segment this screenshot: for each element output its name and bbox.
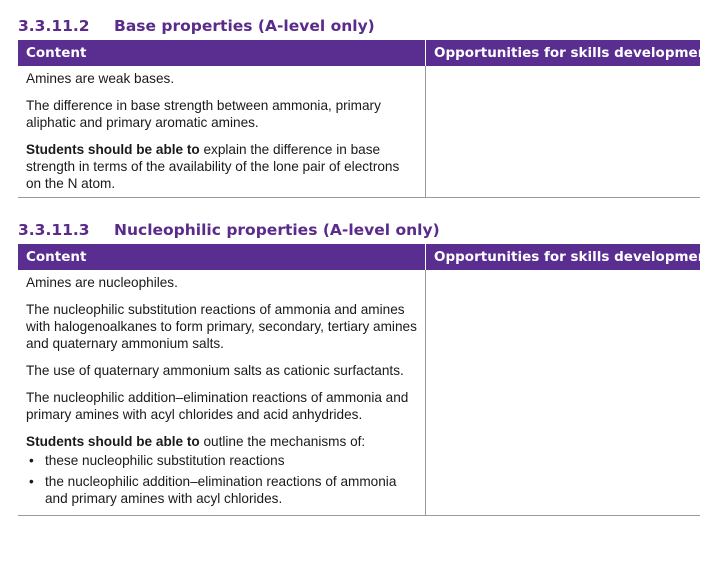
section-number: 3.3.11.2 [18, 17, 90, 35]
section-title: Nucleophilic properties (A-level only) [114, 221, 440, 239]
section-base-properties [18, 12, 714, 198]
list-item [26, 452, 417, 469]
content-column-header: Content [18, 244, 426, 270]
content-column-header: Content [18, 40, 426, 66]
content-cell [18, 66, 426, 198]
list-item-text: these nucleophilic substitution reactions [45, 453, 285, 468]
spec-table [18, 244, 714, 516]
section-title: Base properties (A-level only) [114, 17, 375, 35]
table-header-row [18, 40, 700, 66]
content-paragraph: The nucleophilic addition–elimination reactions of ammonia and primary amines with acyl chlorides and acid anhydrides. [26, 390, 409, 422]
section-nucleophilic-properties [18, 216, 714, 516]
able-to-paragraph [26, 141, 417, 192]
content-paragraph: The use of quaternary ammonium salts as cationic surfactants. [26, 363, 404, 378]
section-heading [18, 216, 699, 244]
content-paragraph: Amines are nucleophiles. [26, 275, 178, 290]
bullet-icon: • [29, 453, 34, 468]
content-paragraph: The nucleophilic substitution reactions of ammonia and amines with halogenoalkanes to form primary, secondary, tertiary amines and quaternary ammonium salts. [26, 302, 417, 351]
table-header-row [18, 244, 700, 270]
list-item-text: the nucleophilic addition–elimination reactions of ammonia and primary amines with acyl chlorides. [45, 474, 397, 506]
able-to-text: outline the mechanisms of: [199, 434, 366, 449]
content-paragraph: Amines are weak bases. [26, 71, 175, 86]
section-heading [18, 12, 699, 40]
skills-cell [426, 270, 701, 516]
skills-column-header: Opportunities for skills development [426, 40, 701, 66]
skills-column-header: Opportunities for skills development [426, 244, 701, 270]
list-item [26, 473, 417, 507]
table-row [18, 66, 700, 198]
able-to-label: Students should be able to [26, 142, 200, 157]
able-to-label: Students should be able to [26, 434, 200, 449]
able-to-paragraph [26, 433, 417, 450]
bullet-icon: • [29, 474, 34, 489]
content-cell [18, 270, 426, 516]
mechanism-list [26, 452, 417, 507]
table-row [18, 270, 700, 516]
content-paragraph: The difference in base strength between ammonia, primary aliphatic and primary aromatic amines. [26, 98, 381, 130]
spec-table [18, 40, 714, 198]
section-number: 3.3.11.3 [18, 221, 90, 239]
able-to-text: explain the difference in base strength in terms of the availability of the lone pair of electrons on the N atom. [26, 142, 400, 191]
skills-cell [426, 66, 701, 198]
